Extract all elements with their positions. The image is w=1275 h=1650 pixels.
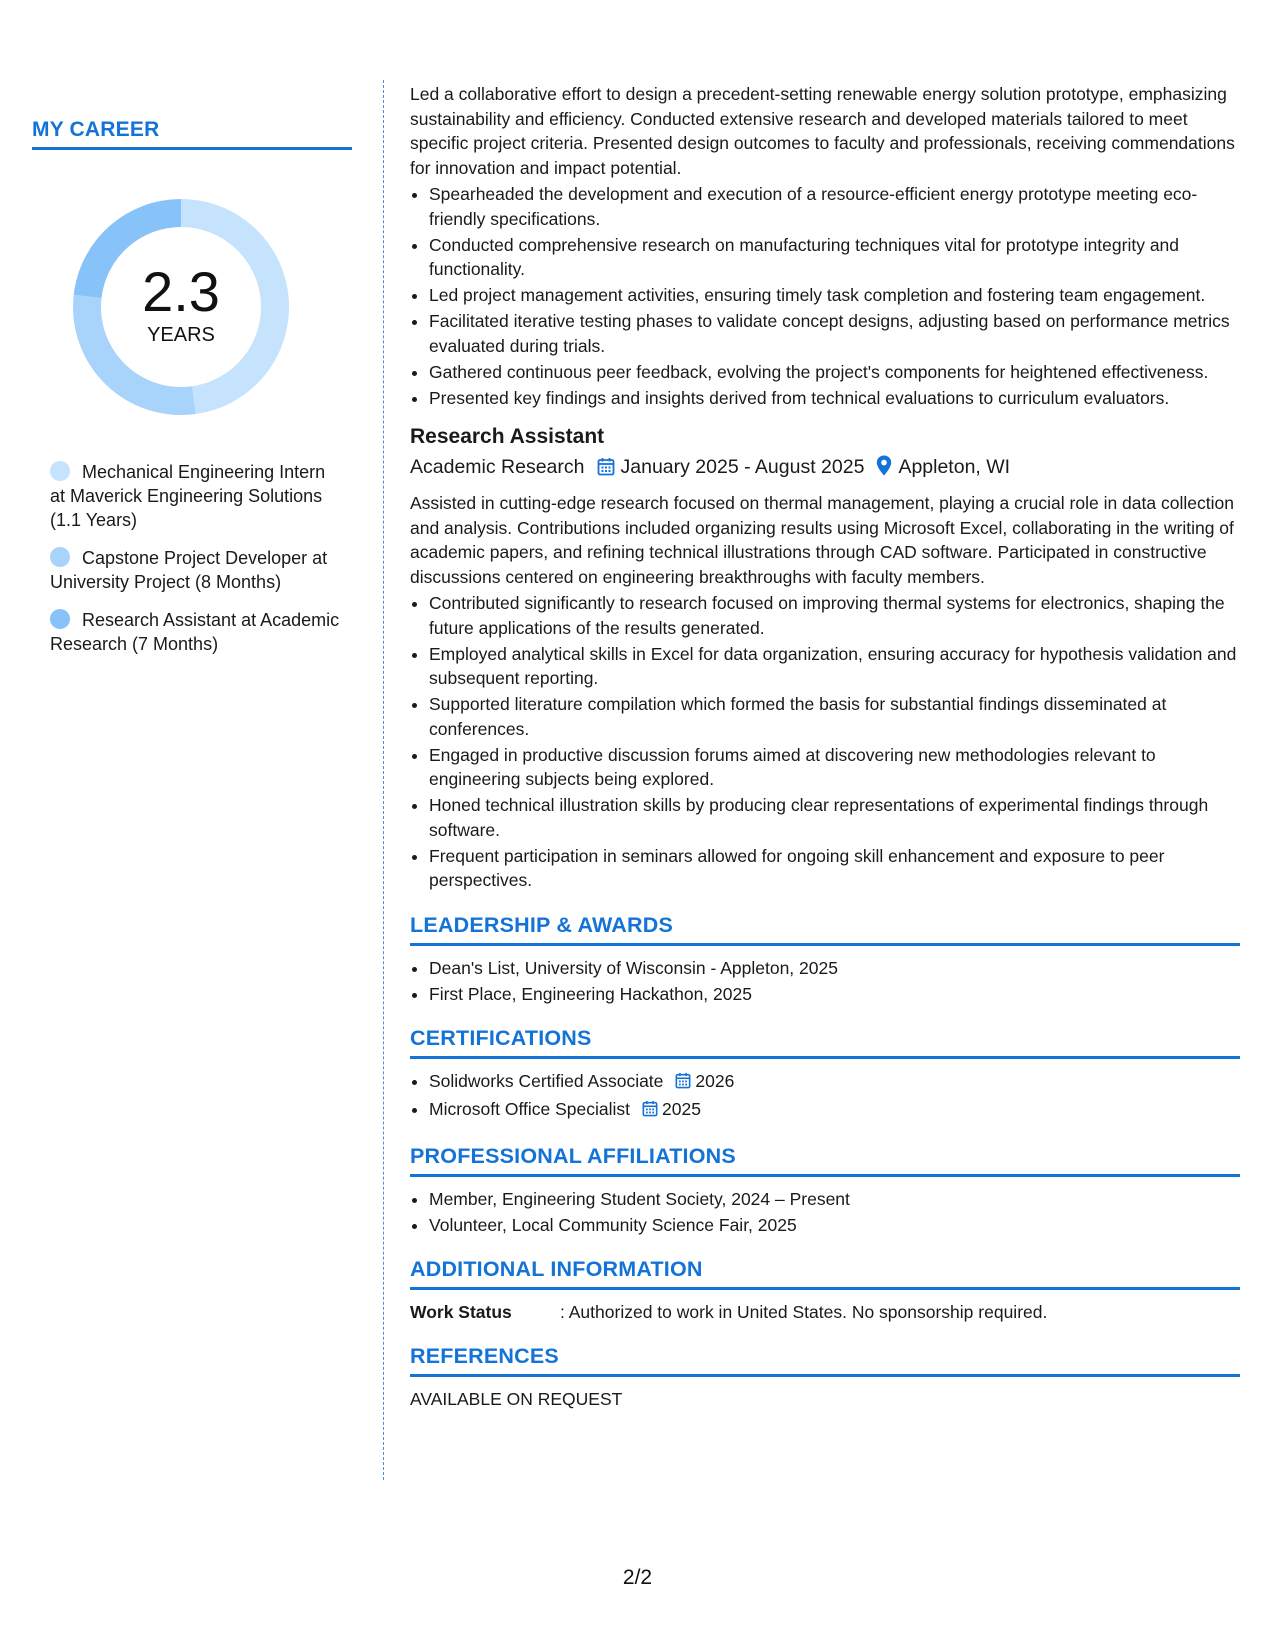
- job-location: Appleton, WI: [898, 456, 1011, 478]
- work-status-row: [410, 1300, 1240, 1324]
- list-item: • Gathered continuous peer feedback, evolving the project's components for heightened effectiveness.: [429, 360, 1240, 385]
- job-org: Academic Research: [410, 456, 585, 478]
- total-years-value: 2.3: [142, 260, 220, 323]
- main-column: [410, 82, 1240, 1411]
- additional-heading: ADDITIONAL INFORMATION: [410, 1257, 1240, 1290]
- list-item: • Member, Engineering Student Society, 2024 – Present: [429, 1187, 1240, 1212]
- total-years-unit: YEARS: [147, 324, 215, 346]
- research-summary: Assisted in cutting-edge research focused on thermal management, playing a crucial role in data collection and analysis. Contributions included organizing results using Microsoft Excel, collaborating in the writing of academic papers, and refining technical illustrations through CAD software. Participated in constructive discussions centered on engineering breakthroughs with faculty members.: [410, 493, 1234, 587]
- legend-label: Capstone Project Developer at University Project (8 Months): [50, 548, 328, 592]
- legend-dot-icon: [50, 609, 70, 629]
- list-item: • Presented key findings and insights derived from technical evaluations to curriculum evaluators.: [429, 386, 1240, 411]
- list-item: • Volunteer, Local Community Science Fair, 2025: [429, 1213, 1240, 1238]
- leadership-list: [410, 956, 1240, 1007]
- job-meta: [410, 453, 1240, 484]
- work-status-label: Work Status: [410, 1302, 512, 1322]
- cert-year: 2026: [695, 1071, 735, 1091]
- list-item: • Honed technical illustration skills by producing clear representations of experimental findings through software.: [429, 793, 1240, 842]
- list-item: • Conducted comprehensive research on manufacturing techniques vital for prototype integrity and functionality.: [429, 233, 1240, 282]
- list-item: [429, 1097, 1240, 1124]
- cert-year: 2025: [662, 1099, 701, 1119]
- list-item: • Employed analytical skills in Excel for data organization, ensuring accuracy for hypothesis validation and subsequent reporting.: [429, 642, 1240, 691]
- legend-label: Mechanical Engineering Intern at Maverick Engineering Solutions (1.1 Years): [50, 462, 326, 530]
- list-item: • Contributed significantly to research focused on improving thermal systems for electronics, shaping the future applications of the results generated.: [429, 591, 1240, 640]
- references-text: AVAILABLE ON REQUEST: [410, 1389, 623, 1409]
- list-item: • Spearheaded the development and execution of a resource-efficient energy prototype meeting eco-friendly specifications.: [429, 182, 1240, 231]
- career-heading: MY CAREER: [32, 118, 352, 150]
- list-item: • Led project management activities, ensuring timely task completion and fostering team engagement.: [429, 283, 1240, 308]
- leadership-heading: LEADERSHIP & AWARDS: [410, 913, 1240, 946]
- certifications-list: [410, 1069, 1240, 1124]
- affiliations-list: [410, 1187, 1240, 1238]
- legend-item: [50, 460, 340, 532]
- legend-label: Research Assistant at Academic Research (7 Months): [50, 610, 340, 654]
- list-item: • Engaged in productive discussion forums aimed at discovering new methodologies relevant to engineering subjects being explored.: [429, 743, 1240, 792]
- job-title: Research Assistant: [410, 425, 605, 448]
- work-status-value: : Authorized to work in United States. No sponsorship required.: [560, 1302, 1048, 1322]
- list-item: [429, 1069, 1240, 1096]
- project-bullets: [410, 182, 1240, 410]
- calendar-icon: [597, 456, 615, 484]
- cert-name: Solidworks Certified Associate: [429, 1071, 664, 1091]
- career-donut-chart: [66, 192, 296, 422]
- job-dates: January 2025 - August 2025: [620, 456, 865, 478]
- donut-center: [66, 260, 296, 347]
- calendar-icon: [642, 1099, 658, 1124]
- legend-item: [50, 546, 340, 594]
- list-item: • Dean's List, University of Wisconsin - Appleton, 2025: [429, 956, 1240, 981]
- certifications-heading: CERTIFICATIONS: [410, 1026, 1240, 1059]
- career-legend: [50, 460, 340, 656]
- page-number: 2/2: [622, 1566, 653, 1589]
- sidebar: [32, 118, 352, 670]
- affiliations-heading: PROFESSIONAL AFFILIATIONS: [410, 1144, 1240, 1177]
- cert-name: Microsoft Office Specialist: [429, 1099, 630, 1119]
- list-item: • Frequent participation in seminars allowed for ongoing skill enhancement and exposure to peer perspectives.: [429, 844, 1240, 893]
- legend-dot-icon: [50, 461, 70, 481]
- list-item: • Supported literature compilation which formed the basis for substantial findings disseminated at conferences.: [429, 692, 1240, 741]
- list-item: • Facilitated iterative testing phases to validate concept designs, adjusting based on performance metrics evaluated during trials.: [429, 309, 1240, 358]
- project-summary: Led a collaborative effort to design a precedent-setting renewable energy solution prototype, emphasizing sustainability and efficiency. Conducted extensive research and developed materials tailored to meet specific project criteria. Presented design outcomes to faculty and professionals, receiving commendations for innovation and impact potential.: [410, 84, 1235, 178]
- list-item: • First Place, Engineering Hackathon, 2025: [429, 982, 1240, 1007]
- legend-dot-icon: [50, 547, 70, 567]
- references-heading: REFERENCES: [410, 1344, 1240, 1377]
- column-divider: [383, 80, 384, 1480]
- calendar-icon: [675, 1071, 691, 1096]
- legend-item: [50, 608, 340, 656]
- map-pin-icon: [876, 455, 892, 484]
- research-bullets: [410, 591, 1240, 893]
